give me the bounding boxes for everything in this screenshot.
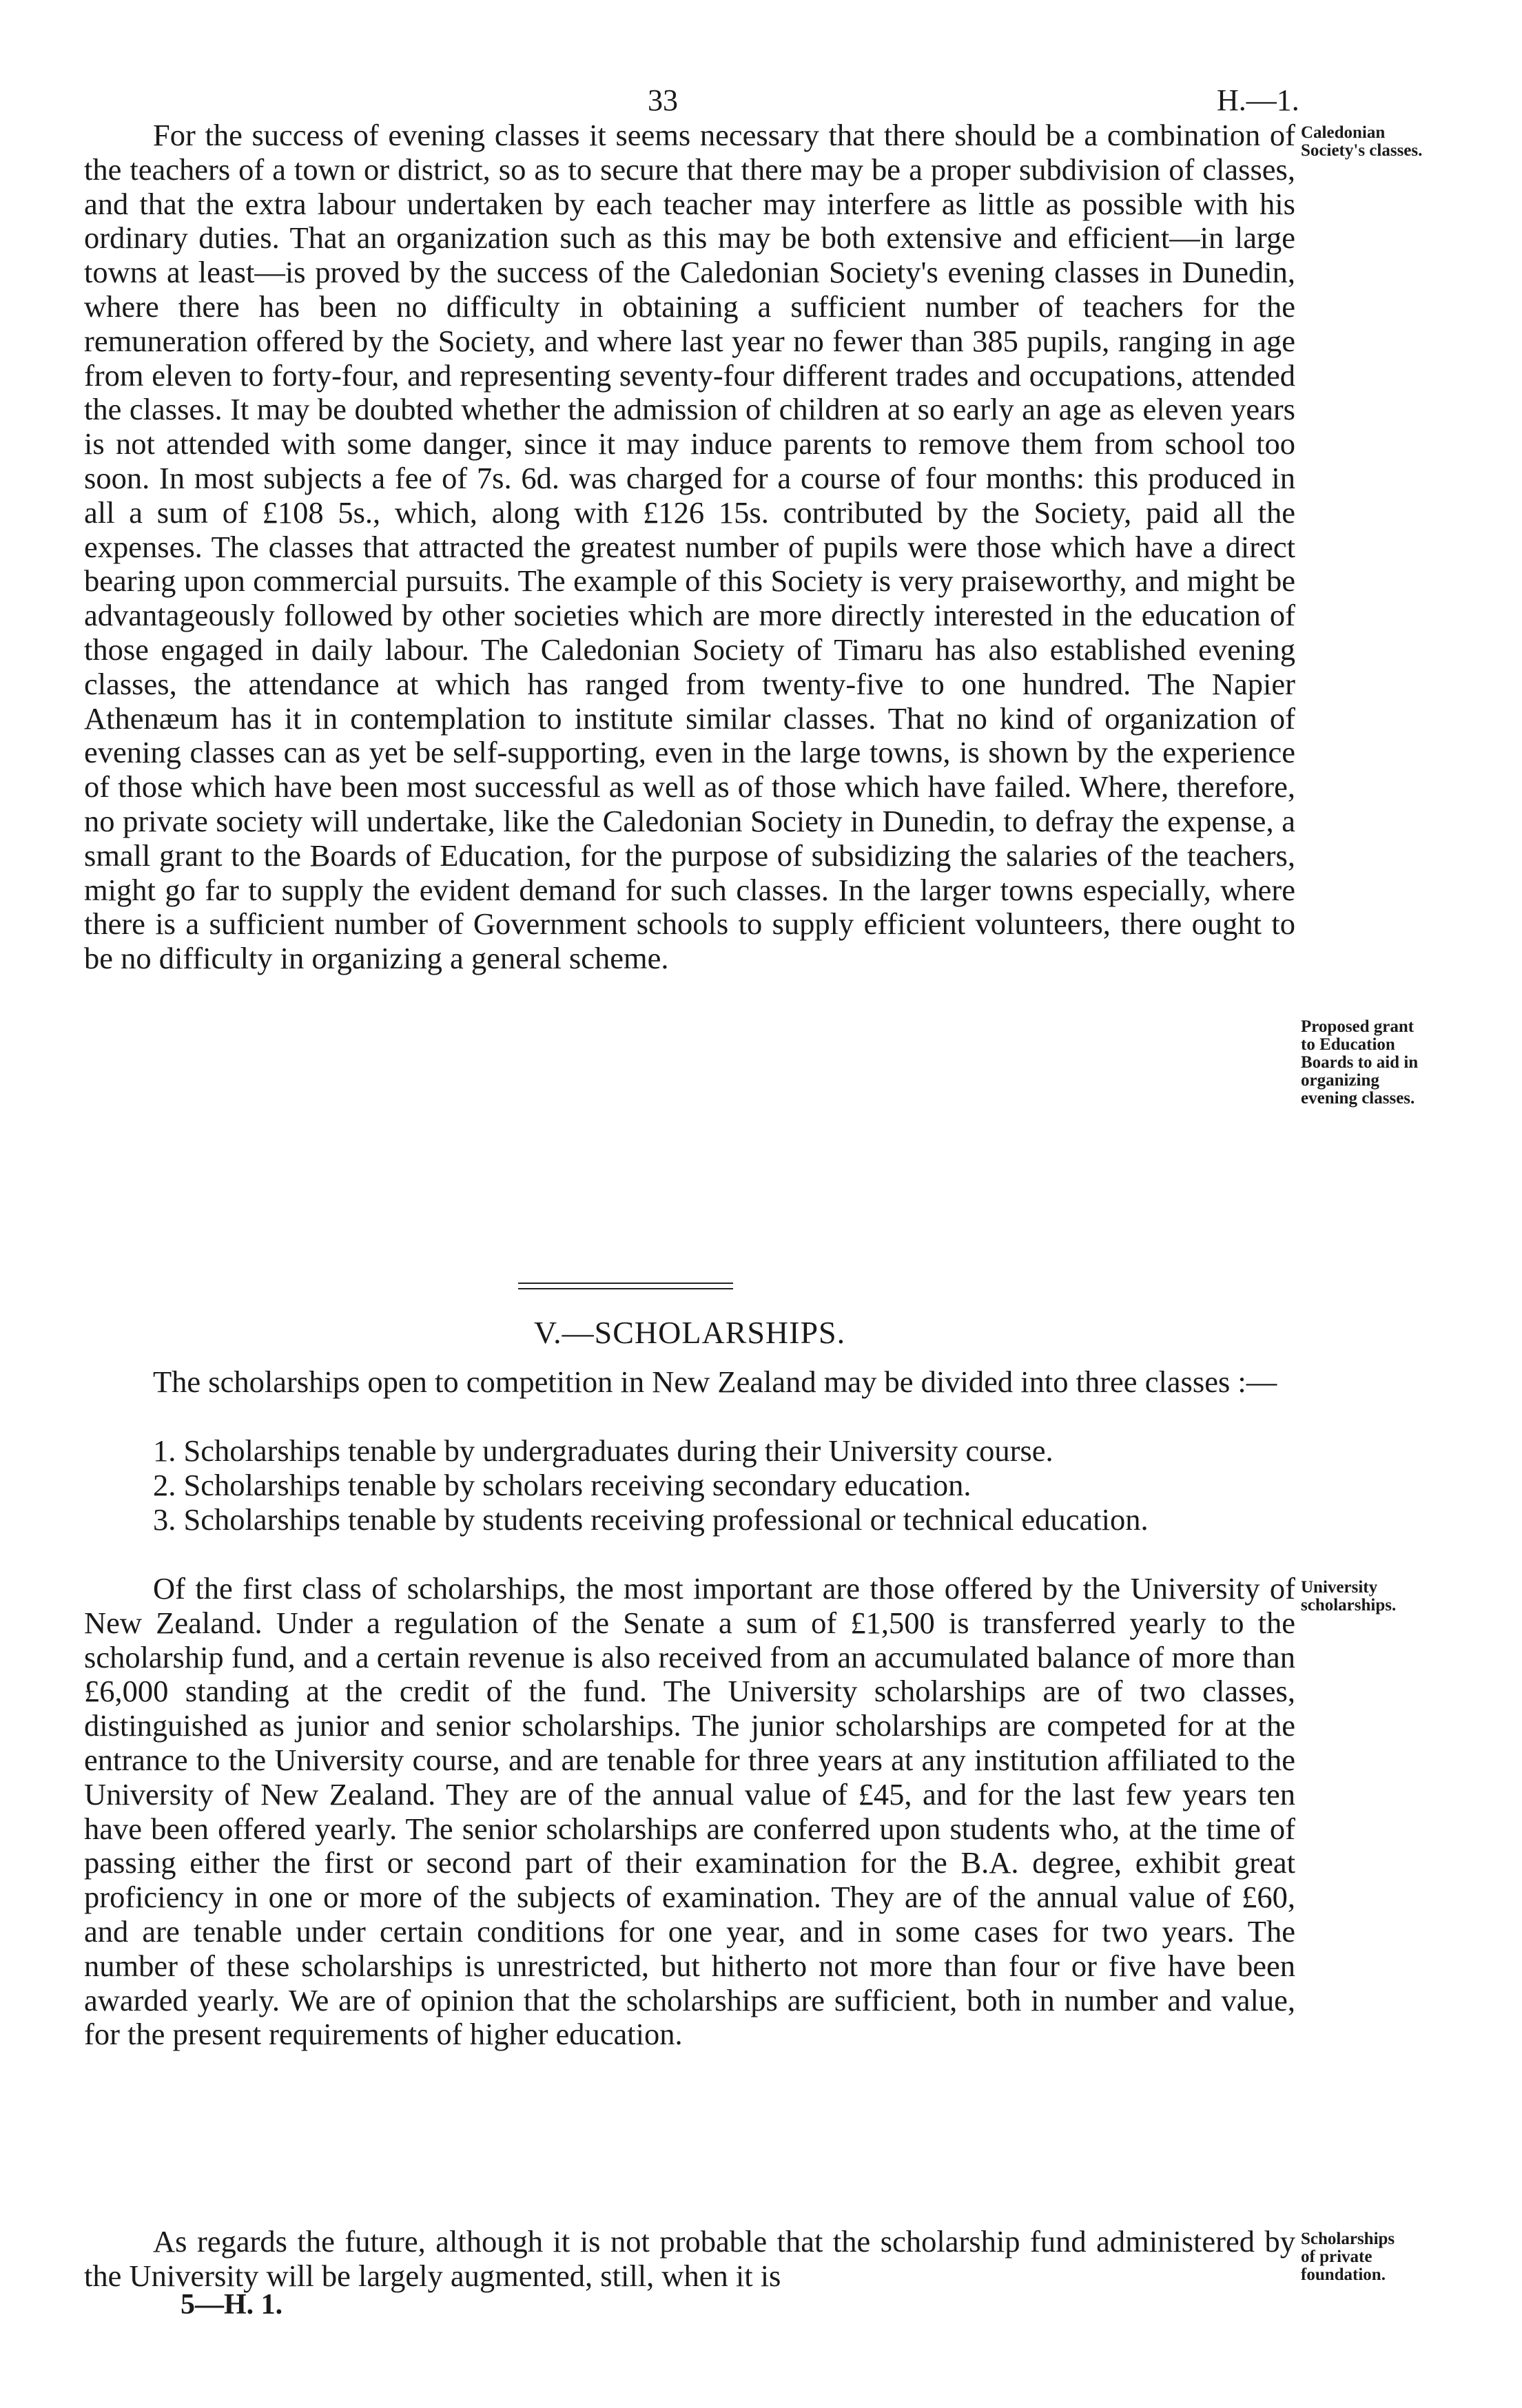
sidenote-line: to Education — [1301, 1035, 1395, 1054]
sidenote-line: University — [1301, 1578, 1378, 1597]
page-reference: H.—1. — [1217, 83, 1299, 117]
sidenote-line: Proposed grant — [1301, 1017, 1415, 1036]
list-item-3: 3. Scholarships tenable by students receiving professional or technical education. — [153, 1502, 1149, 1537]
list-item-2: 2. Scholarships tenable by scholars receiving secondary education. — [153, 1468, 971, 1502]
sidenote-line: scholarships. — [1301, 1596, 1397, 1615]
sidenote-university — [1301, 1579, 1521, 1615]
sidenote-line: Caledonian — [1301, 123, 1386, 142]
paragraph-evening-classes: For the success of evening classes it seems necessary that there should be a combination of the teachers of a town or district, so as to secure that there may be a proper subdivision of classes, and that the extra labour undertaken by each teacher may interfere as little as possible with his ordinary duties. That an organization such as this may be both extensive and efficient—in large towns at least—is proved by the success of the Caledonian Society's evening classes in Dunedin, where there has been no difficulty in obtaining a sufficient number of teachers for the remuneration offered by the Society, and where last year no fewer than 385 pupils, ranging in age from eleven to forty-four, and representing seventy-four different trades and occupations, attended the classes. It may be doubted whether the admission of children at so early an age as eleven years is not attended with some danger, since it may induce parents to remove them from school too soon. In most subjects a fee of 7s. 6d. was charged for a course of four months: this produced in all a sum of £108 5s., which, along with £126 15s. contributed by the Society, paid all the expenses. The classes that attracted the greatest number of pupils were those which have a direct bearing upon commercial pursuits. The example of this Society is very praiseworthy, and might be advantageously followed by other societies which are more directly interested in the education of those engaged in daily labour. The Caledonian Society of Timaru has also established evening classes, the attendance at which has ranged from twenty-five to one hundred. The Napier Athenæum has it in contemplation to institute similar classes. That no kind of organization of evening classes can as yet be self-supporting, even in the large towns, is shown by the experience of those which have been most successful as well as of those which have failed. Where, therefore, no private society will undertake, like the Caledonian Society in Dunedin, to defray the expense, a small grant to the Boards of Education, for the purpose of subsidizing the salaries of the teachers, might go far to supply the evident demand for such classes. In the larger towns especially, where there is a sufficient number of Government schools to supply efficient volunteers, there ought to be no difficulty in organizing a general scheme. — [84, 118, 1295, 976]
sidenote-proposed-grant — [1301, 1018, 1521, 1108]
signature-mark: 5—H. 1. — [181, 2289, 283, 2321]
sidenote-line: Scholarships — [1301, 2230, 1395, 2248]
sidenote-line: of private — [1301, 2248, 1372, 2266]
paragraph-future: As regards the future, although it is not probable that the scholarship fund administered by the University will be largely augmented, still, when it is — [84, 2224, 1295, 2293]
sidenote-line: Boards to aid in — [1301, 1053, 1419, 1072]
paragraph-scholarship-intro: The scholarships open to competition in New Zealand may be divided into three classes :— — [153, 1364, 1277, 1399]
sidenote-line: Society's classes. — [1301, 141, 1423, 160]
paragraph-university-scholarships: Of the first class of scholarships, the most important are those offered by the University of New Zealand. Under a regulation of the Senate a sum of £1,500 is transferred yearly to the scholarship fund, and a certain revenue is also received from an accumulated balance of more than £6,000 standing at the credit of the fund. The University scholarships are of two classes, distinguished as junior and senior scholarships. The junior scholarships are competed for at the entrance to the University course, and are tenable for three years at any institution affiliated to the University of New Zealand. They are of the annual value of £45, and for the last few years ten have been offered yearly. The senior scholarships are conferred upon students who, at the time of passing either the first or second part of their examination for the B.A. degree, exhibit great proficiency in one or more of the subjects of examination. They are of the annual value of £60, and are tenable under certain conditions for one year, and in some cases for two years. The number of these scholarships is unrestricted, but hitherto not more than four or five have been awarded yearly. We are of opinion that the scholarships are sufficient, both in number and value, for the present requirements of higher education. — [84, 1571, 1295, 2052]
section-title: V.—SCHOLARSHIPS. — [533, 1315, 846, 1350]
page-number: 33 — [648, 83, 678, 117]
divider-rule — [518, 1283, 733, 1284]
sidenote-line: foundation. — [1301, 2265, 1386, 2284]
sidenote-private-foundation — [1301, 2230, 1521, 2284]
sidenote-caledonian — [1301, 124, 1521, 160]
list-item-1: 1. Scholarships tenable by undergraduates during their University course. — [153, 1433, 1053, 1468]
section-divider — [518, 1283, 733, 1289]
sidenote-line: evening classes. — [1301, 1089, 1415, 1108]
divider-rule — [518, 1288, 733, 1289]
sidenote-line: organizing — [1301, 1071, 1379, 1090]
